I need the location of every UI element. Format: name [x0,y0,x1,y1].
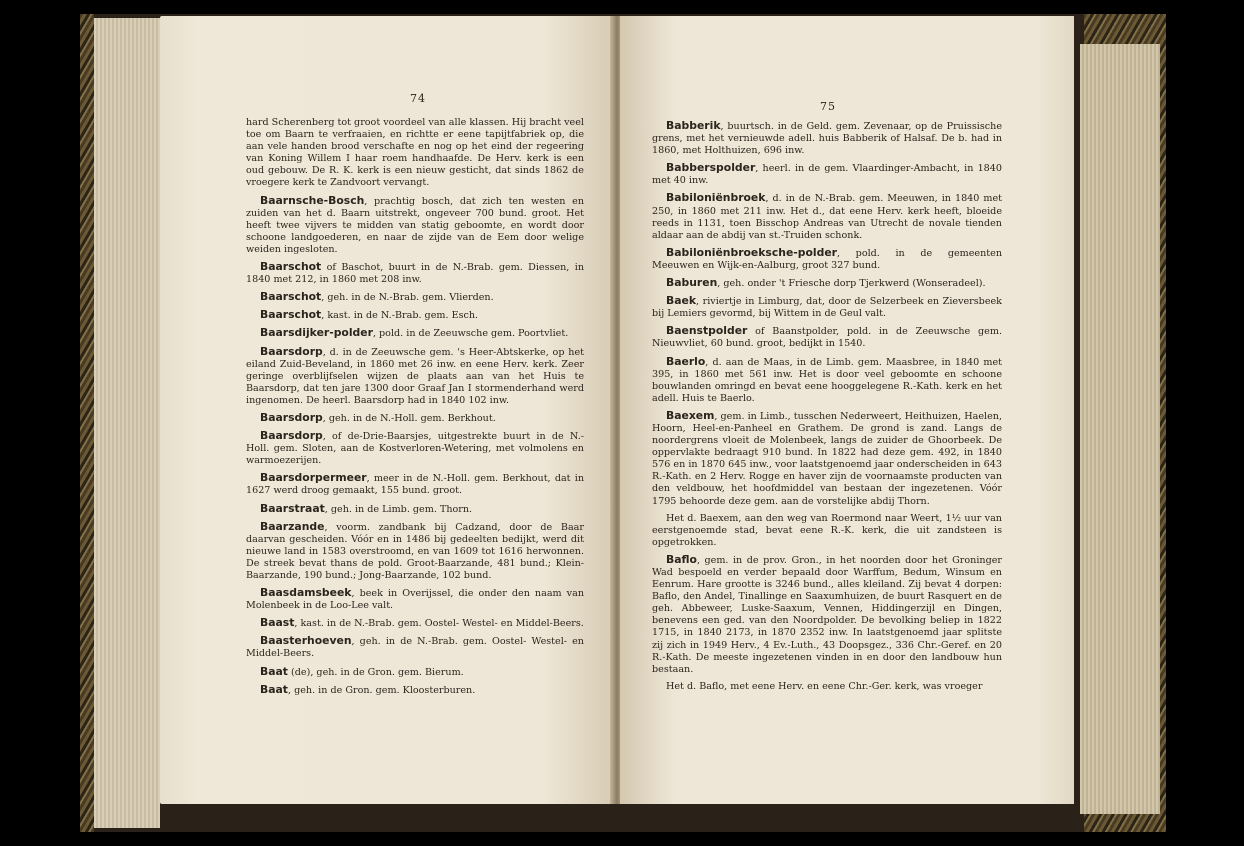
entry-text: , riviertje in Limburg, dat, door de Selzerbeek en Zieversbeek bij Lemiers gevormd, bij Wittem in de Geul valt. [652,296,1002,320]
dictionary-entry [246,261,584,286]
entry-headword: Baarsdorp [260,429,323,443]
entry-text: , geh. in de Limb. gem. Thorn. [324,503,473,515]
entry-headword: Baasdamsbeek [260,586,352,600]
entry-headword: Baarnsche-Bosch [260,193,365,207]
entry-headword: Baenstpolder [666,324,748,338]
entry-headword: Baast [260,616,295,630]
entry-text: , gem. in Limb., tusschen Nederweert, Heithuizen, Haelen, Hoorn, Heel-en-Panheel en Grathem. De grond is zand. Langs de noordergrens vloeit de Molenbeek, langs de zuider de Ghoorbeek. De oppervlakte bedraagt 910 bund. In 1822 had deze gem. 492, in 1840 576 en in 1870 645 inw., voor laatstgenoemd jaar onderscheiden in 643 R.-Kath. en 2 Herv. Rogge en haver zijn de voornaamste producten van den veldbouw, het hoofdmiddel van bestaan der ingezetenen. Vóór 1795 behoorde deze gem. aan de vorstelijke abdij Thorn. [652,410,1002,507]
entry-headword: Baburen [666,276,718,290]
dictionary-entry [246,521,584,582]
entry-headword: Baarzande [260,519,325,533]
dictionary-entry [652,192,1002,241]
dictionary-entry [246,195,584,256]
entry-text: , geh. in de N.-Brab. gem. Vlierden. [321,292,494,304]
entry-text: , gem. in de prov. Gron., in het noorden door het Groninger Wad bespoeld en verder bepaald door Warffum, Bedum, Winsum en Eenrum. Hare grootte is 3246 bund., alles kleiland. Zij bevat 4 dorpen: Baflo, den Andel, Tinallinge en Saaxumhuizen, de buurt Rasquert en de geh. Abbeweer, Luske-Saaxum, Vennen, Hiddingerzijl en Dingen, benevens een ged. van den Noordpolder. De bevolking beliep in 1822 1715, in 1840 2173, in 1870 2352 inw. In laatstgenoemd jaar splitste zij zich in 1949 Herv., 4 Ev.-Luth., 43 Doopsgez., 336 Chr.-Geref. en 20 R.-Kath. De meeste ingezetenen vinden in en door den landbouw hun bestaan. [652,554,1002,675]
entry-text: of Baanstpolder, pold. in de Zeeuwsche gem. Nieuwvliet, 60 bund. groot, bedijkt in 1540. [652,326,1002,350]
entry-headword: Baarsdijker-polder [260,326,373,340]
paragraph [652,513,1002,549]
entry-text: , d. in de N.-Brab. gem. Meeuwen, in 1840 met 250, in 1860 met 211 inw. Het d., dat eene Herv. kerk heeft, bloeide reeds in 1131, toen Bisschop Andreas van Utrecht de novale tienden aldaar aan de abdij van st.-Truiden schonk. [652,193,1002,241]
entry-headword: Babberik [666,119,721,132]
dictionary-entry [246,684,584,697]
dictionary-entry [652,162,1002,187]
entry-headword: Baflo [666,552,697,566]
dictionary-entry [246,587,584,612]
entry-headword: Baarschot [260,290,322,304]
entry-headword: Baexem [666,408,715,422]
dictionary-entry [652,277,1002,290]
paragraph [652,681,1002,693]
left-text-column [246,117,584,702]
page-number: 74 [410,92,426,105]
dictionary-entry [246,291,584,304]
entry-headword: Babiloniënbroek [666,191,766,205]
entry-text: , d. aan de Maas, in de Limb. gem. Maasbree, in 1840 met 395, in 1860 met 561 inw. Het is door veel geboomte en schoone bouwlanden omringd en bevat eene hooggelegene R.-Kath. kerk en het adell. Huis te Baerlo. [652,356,1002,404]
dictionary-entry [652,325,1002,350]
entry-text: , geh. onder 't Friesche dorp Tjerkwerd (Wonseradeel). [717,278,986,290]
dictionary-entry [246,430,584,467]
entry-headword: Baasterhoeven [260,634,352,648]
entry-headword: Baarschot [260,260,322,274]
entry-text: , heerl. in de gem. Vlaardinger-Ambacht, in 1840 met 40 inw. [652,163,1002,187]
entry-text: , prachtig bosch, dat zich ten westen en zuiden van het d. Baarn uitstrekt, ongeveer 700 bund. groot. Het heeft twee vijvers te midden van statig geboomte, en wordt door schoone landgoederen, en naar de zijde van de Eem door welige weiden ingesloten. [246,195,584,255]
entry-headword: Baek [666,294,697,308]
entry-text: , kast. in de N.-Brab. gem. Esch. [321,310,479,322]
dictionary-entry [652,120,1002,157]
entry-text: , buurtsch. in de Geld. gem. Zevenaar, op de Pruissische grens, met het vernieuwde adell. huis Babberik of Halsaf. De b. had in 1860, met Holthuizen, 696 inw. [652,121,1002,157]
entry-headword: Babiloniënbroeksche-polder [666,245,837,259]
dictionary-entry [246,346,584,407]
dictionary-entry [246,309,584,322]
right-text-column [652,120,1002,698]
entry-headword: Baerlo [666,354,706,368]
marbled-left-edge [80,14,94,832]
dictionary-entry [246,617,584,630]
dictionary-entry [246,635,584,660]
entry-text: , of de-Drie-Baarsjes, uitgestrekte buurt in de N.-Holl. gem. Sloten, aan de Kostverloren-Wetering, met volmolens en warmoezerijen. [246,431,584,467]
entry-headword: Baarsdorpermeer [260,471,367,485]
entry-text: , pold. in de gemeenten Meeuwen en Wijk-en-Aalburg, groot 327 bund. [652,247,1002,271]
entry-headword: Baat [260,682,288,696]
entry-text: of Baschot, buurt in de N.-Brab. gem. Diessen, in 1840 met 212, in 1860 met 208 inw. [246,262,584,286]
dictionary-entry [652,356,1002,405]
left-page-stack [94,18,160,828]
entry-text: , geh. in de N.-Holl. gem. Berkhout. [322,412,496,424]
dictionary-entry [246,503,584,516]
left-page [160,16,612,804]
entry-text: , d. in de Zeeuwsche gem. 's Heer-Abtskerke, op het eiland Zuid-Beveland, in 1860 met 26 inw. en eene Herv. kerk. Zeer geringe overblijfselen wijzen de plaats aan van het Huis te Baarsdorp, dat ten jare 1300 door Graaf Jan I stormenderhand werd ingenomen. De heerl. Baarsdorp had in 1840 102 inw. [246,346,584,406]
dictionary-entry [652,410,1002,508]
entry-text: , geh. in de N.-Brab. gem. Oostel- Westel- en Middel-Beers. [246,636,584,660]
entry-headword: Baarschot [260,308,322,322]
entry-headword: Babberspolder [666,161,756,175]
right-page-stack [1080,44,1160,814]
dictionary-entry [652,554,1002,676]
entry-text: , geh. in de Gron. gem. Kloosterburen. [287,684,476,696]
dictionary-entry [652,295,1002,320]
entry-text: , beek in Overijssel, die onder den naam van Molenbeek in de Loo-Lee valt. [246,588,584,612]
dictionary-entry [246,666,584,679]
dictionary-entry [246,327,584,340]
entry-text: , kast. in de N.-Brab. gem. Oostel- Westel- en Middel-Beers. [294,618,584,630]
entry-headword: Baat [260,664,288,678]
intro-paragraph: hard Scherenberg tot groot voordeel van alle klassen. Hij bracht veel toe om Baarn te verfraaien, en richtte er eene tapijtfabriek op, die aan vele handen brood verschafte en nog op het eind der regeering van Koning Willem I haar roem handhaafde. De Herv. kerk is een oud gebouw. De R. K. kerk is een nieuw gesticht, dat sinds 1862 de vroegere kerk te Zandvoort vervangt. [246,117,584,189]
page-number: 75 [820,100,836,113]
dictionary-entry [246,472,584,497]
dictionary-entry [652,247,1002,272]
entry-text: , pold. in de Zeeuwsche gem. Poortvliet. [372,328,569,340]
entry-text: , voorm. zandbank bij Cadzand, door de Baar daarvan gescheiden. Vóór en in 1486 bij gedeelten bedijkt, werd dit nieuwe land in 1583 overstroomd, en van 1609 tot 1616 herwonnen. De streek bevat thans de pold. Groot-Baarzande, 481 bund.; Klein-Baarzande, 190 bund.; Jong-Baarzande, 102 bund. [246,521,584,581]
dictionary-entry [246,412,584,425]
entry-text: , meer in de N.-Holl. gem. Berkhout, dat in 1627 werd droog gemaakt, 155 bund. groot. [246,473,584,497]
paragraph-text: Het d. Baflo, met eene Herv. en eene Chr.-Ger. kerk, was vroeger [666,680,983,692]
right-page [620,16,1074,804]
entry-headword: Baarsdorp [260,410,323,424]
paragraph-text: Het d. Baexem, aan den weg van Roermond naar Weert, 1½ uur van eerstgenoemde stad, bevat eene R.-K. kerk, die uit zandsteen is opgetrokken. [652,512,1002,548]
entry-headword: Baarsdorp [260,344,323,358]
entry-text: (de), geh. in de Gron. gem. Bierum. [287,666,464,678]
entry-headword: Baarstraat [260,501,325,515]
